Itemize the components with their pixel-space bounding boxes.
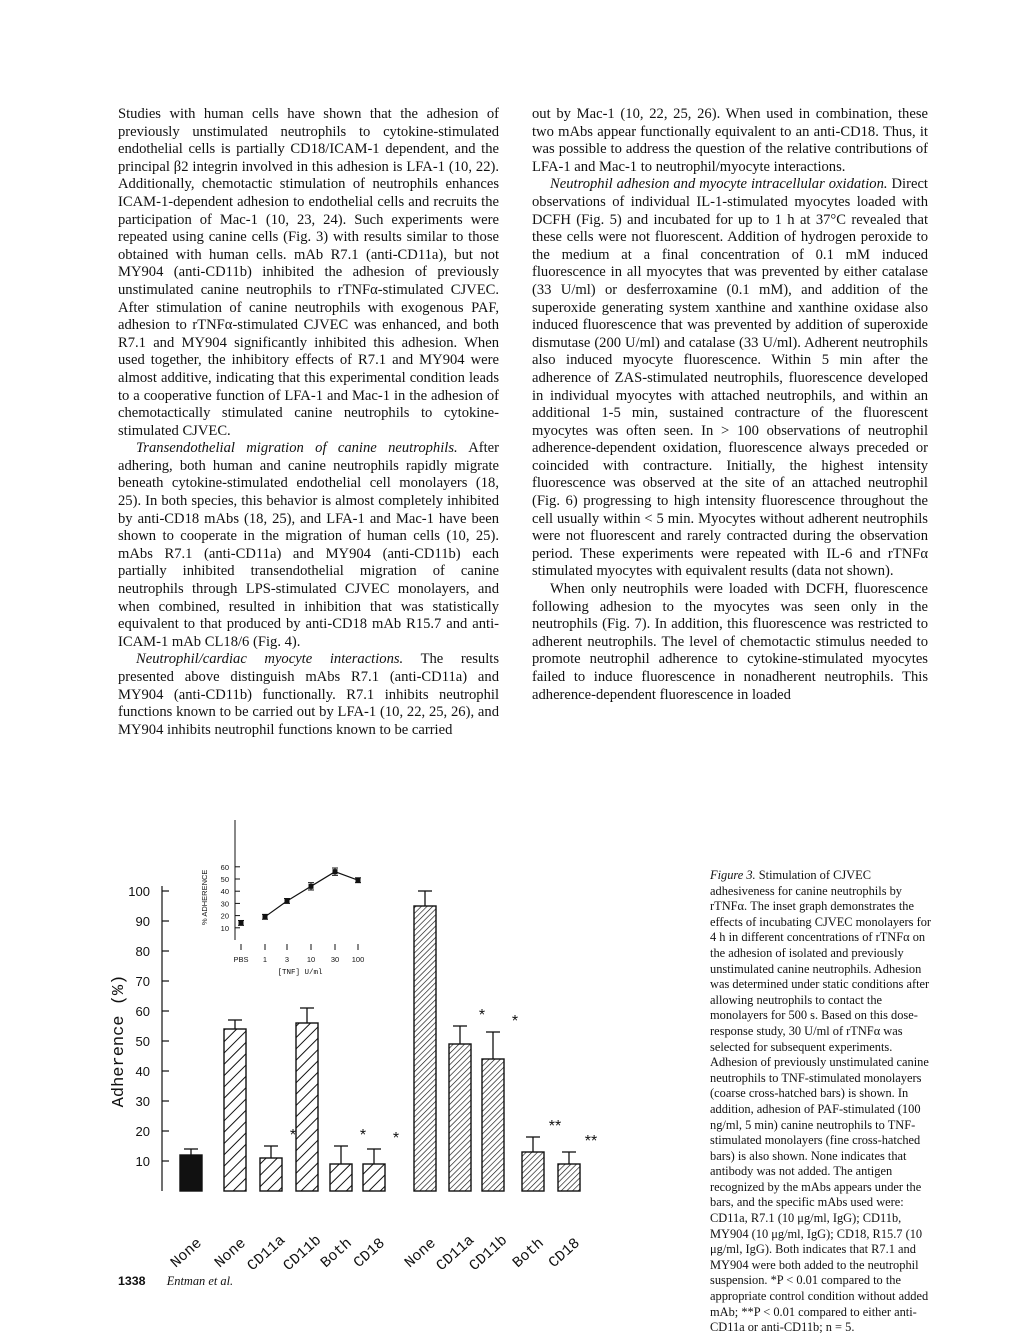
left-paragraph-3-body: The results presented above distinguish mAbs R7.1 (anti-CD11a) and MY904 (anti-CD11b) functionally. R7.1 inhibits neutrophil functions known to be carried out by LFA-1 (10, 22, 25, 26), and MY904 inhibits neutrophil functions known to be carried <box>118 651 499 738</box>
inset-x-tick-label: 30 <box>330 955 340 964</box>
x-category-label: CD11b <box>280 1232 326 1275</box>
bar <box>224 1029 246 1191</box>
significance-marker: * <box>511 1013 519 1030</box>
right-paragraph-1: out by Mac-1 (10, 22, 25, 26). When used in combination, these two mAbs appear functionally equivalent to an anti-CD18. Thus, it was possible to address the question of the relative contributions of LFA-1 and Mac-1 to neutrophil/myocyte interactions. <box>532 106 928 175</box>
x-category-label: CD11b <box>466 1232 512 1275</box>
significance-marker: * <box>478 1007 486 1024</box>
significance-marker: * <box>289 1127 297 1144</box>
inset-y-tick-label: 20 <box>220 911 229 921</box>
right-column <box>532 106 928 704</box>
significance-marker: * <box>392 1130 400 1147</box>
figure-3-chart <box>95 808 598 1278</box>
left-paragraph-3 <box>118 651 499 739</box>
page-number: 1338 <box>118 1274 146 1288</box>
x-category-label: Both <box>317 1235 356 1272</box>
x-category-label: CD18 <box>545 1235 584 1272</box>
bar <box>414 906 436 1191</box>
section-title-migration: Transendothelial migration of canine neutrophils. <box>136 440 458 457</box>
running-head: Entman et al. <box>166 1274 234 1288</box>
figure-3-caption <box>710 868 932 1336</box>
y-tick-label: 60 <box>135 1004 150 1019</box>
y-tick-label: 30 <box>135 1094 150 1109</box>
inset-x-axis-label: [TNF] U/ml <box>277 969 323 977</box>
bar <box>363 1164 385 1191</box>
page-footer <box>118 1274 233 1289</box>
x-category-label: Both <box>509 1235 548 1272</box>
inset-series-line <box>265 872 358 917</box>
y-tick-label: 90 <box>135 914 150 929</box>
y-tick-label: 20 <box>135 1124 150 1139</box>
bar <box>260 1158 282 1191</box>
left-paragraph-2 <box>118 440 499 651</box>
y-tick-label: 80 <box>135 944 150 959</box>
y-tick-label: 50 <box>135 1034 150 1049</box>
bar <box>296 1023 318 1191</box>
bar <box>558 1164 580 1191</box>
y-tick-label: 10 <box>135 1154 150 1169</box>
x-category-label: CD18 <box>350 1235 389 1272</box>
left-column <box>118 106 499 739</box>
section-title-myocyte: Neutrophil/cardiac myocyte interactions. <box>136 651 404 668</box>
y-tick-label: 100 <box>128 884 150 899</box>
bar <box>180 1155 202 1191</box>
y-tick-label: 40 <box>135 1064 150 1079</box>
left-paragraph-1: Studies with human cells have shown that the adhesion of previously unstimulated neutrophils to cytokine-stimulated endothelial cells is partially CD18/ICAM-1 dependent, and the principal β2 integrin involved in this adhesion is LFA-1 (10, 22). Additionally, chemotactic stimulation of neutrophils enhances ICAM-1-dependent adhesion to endothelial cells and recruits the participation of Mac-1 (10, 23, 24). Such experiments were repeated using canine cells (Fig. 3) with results similar to those obtained with human cells. mAb R7.1 (anti-CD11a), but not MY904 (anti-CD11b) inhibited the adhesion of previously unstimulated canine neutrophils to rTNFα-stimulated CJVEC. After stimulation of canine neutrophils with exogenous PAF, adhesion to rTNFα-stimulated CJVEC was enhanced, and both R7.1 and MY904 significantly inhibited this adhesion. When used together, the inhibitory effects of R7.1 and MY904 were almost additive, indicating that this experimental condition leads to a cooperative function of LFA-1 and Mac-1 in the adhesion of chemotactically stimulated canine neutrophils to cytokine-stimulated CJVEC. <box>118 106 499 439</box>
bar <box>482 1059 504 1191</box>
inset-x-tick-label: 3 <box>284 955 290 964</box>
right-paragraph-2-body: Direct observations of individual IL-1-stimulated myocytes loaded with DCFH (Fig. 5) and incubated for up to 1 h at 37°C revealed that these cells were not fluorescent. Addition of hydrogen peroxide to the medium at a final concentration of 0.1 mM induced fluorescence in all myocytes that was prevented by either catalase (33 U/ml) or desferroxamine (0.1 mM), and addition of the superoxide generating system xanthine and xanthine oxidase also induced fluorescence that was prevented by addition of superoxide dismutase (200 U/ml) and catalase (33 U/ml). Adherent neutrophils also induced myocyte fluorescence. Within 5 min after the adherence of ZAS-stimulated neutrophils, fluorescence developed in individual myocytes with attached neutrophils, and within an additional 1-5 min, sustained contracture of the fluorescent myocytes was often seen. In > 100 observations of neutrophil adherence-dependent oxidation, fluorescence always preceded or coincided with contracture. Initially, the highest intensity fluorescence was observed at the site of an attached neutrophil (Fig. 6) progressing to high intensity fluorescence throughout the cell usually within < 5 min. Myocytes without adherent neutrophils were not fluorescent and rarely contracted during the observation period. These experiments were repeated with IL-6 and rTNFα stimulated myocytes with equivalent results (data not shown). <box>532 176 928 580</box>
inset-y-tick-label: 10 <box>220 923 229 933</box>
inset-x-tick-label: PBS <box>233 955 249 964</box>
inset-y-axis-label: % ADHERENCE <box>200 869 209 926</box>
y-tick-label: 70 <box>135 974 150 989</box>
inset-y-tick-label: 40 <box>220 887 229 897</box>
inset-x-tick-label: 10 <box>306 955 316 964</box>
bar <box>449 1044 471 1191</box>
x-category-label: None <box>167 1235 206 1272</box>
x-category-label: CD11a <box>244 1232 290 1275</box>
left-paragraph-2-body: After adhering, both human and canine neutrophils rapidly migrate beneath cytokine-stimulated endothelial cell monolayers (18, 25). In both species, this behavior is almost completely inhibited by anti-CD18 mAbs (18, 25), and LFA-1 and Mac-1 have been shown to cooperate in the migration of human cells (10, 25). mAbs R7.1 (anti-CD11a) and MY904 (anti-CD11b) each partially inhibited transendothelial migration of canine neutrophils through LPS-stimulated CJVEC monolayers, and when combined, resulted in inhibition that was statistically equivalent to that produced by anti-CD18 mAb R15.7 and anti-ICAM-1 mAb CL18/6 (Fig. 4). <box>118 440 499 650</box>
significance-marker: ** <box>584 1133 598 1150</box>
bar <box>330 1164 352 1191</box>
right-paragraph-2 <box>532 176 928 581</box>
x-category-label: CD11a <box>433 1232 479 1275</box>
x-category-label: None <box>211 1235 250 1272</box>
inset-x-tick-label: 1 <box>262 955 268 964</box>
caption-label: Figure 3. <box>710 868 756 882</box>
figure-3 <box>95 808 598 1278</box>
x-category-label: None <box>401 1235 440 1272</box>
caption-text: Stimulation of CJVEC adhesiveness for canine neutrophils by rTNFα. The inset graph demonstrates the effects of incubating CJVEC monolayers for 4 h in different concentrations of rTNFα on the adhesion of isolated and previously unstimulated canine neutrophils. Adhesion was determined under static conditions after allowing neutrophils to contact the monolayers for 500 s. Based on this dose-response study, 30 U/ml of rTNFα was selected for subsequent experiments. Adhesion of previously unstimulated canine neutrophils to TNF-stimulated monolayers (coarse cross-hatched bars) is shown. In addition, adhesion of PAF-stimulated (100 ng/ml, 5 min) canine neutrophils to TNF-stimulated monolayers (fine cross-hatched bars) is also shown. None indicates that antibody was not added. The antigen recognized by the mAbs appears under the bars, and the specific mAbs used were: CD11a, R7.1 (10 μg/ml, IgG); CD11b, MY904 (10 μg/ml, IgG); CD18, R15.7 (10 μg/ml, IgG). Both indicates that R7.1 and MY904 were both added to the neutrophil suspension. *P < 0.01 compared to the appropriate control condition without added mAb; **P < 0.01 compared to either anti-CD11a or anti-CD11b; n = 5. <box>710 868 932 1335</box>
inset-x-tick-label: 100 <box>351 955 365 964</box>
y-axis-label: Adherence (%) <box>110 974 129 1108</box>
significance-marker: * <box>359 1127 367 1144</box>
right-paragraph-3: When only neutrophils were loaded with DCFH, fluorescence following adhesion to the myocytes was seen only in the neutrophils (Fig. 7). In addition, this fluorescence was restricted to adherent neutrophils. The level of chemotactic stimulus needed to promote neutrophil adherence to cytokine-stimulated myocytes failed to induce fluorescence in nonadherent neutrophils. This adherence-dependent fluorescence in loaded <box>532 581 928 703</box>
inset-point <box>239 920 244 925</box>
inset-y-tick-label: 60 <box>220 862 229 872</box>
bar <box>522 1152 544 1191</box>
section-title-oxidation: Neutrophil adhesion and myocyte intracellular oxidation. <box>550 176 888 193</box>
inset-y-tick-label: 30 <box>220 899 229 909</box>
significance-marker: ** <box>548 1118 562 1135</box>
inset-y-tick-label: 50 <box>220 875 229 884</box>
